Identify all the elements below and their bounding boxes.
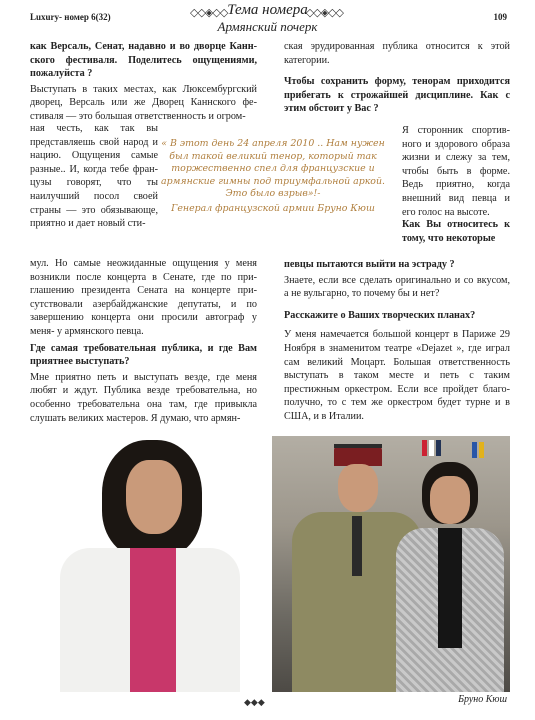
- answer-1-paragraph: Выступать в таких местах, как Люксембургский дворец, Версаль или же Дворец Каннского фестиваля — это большая ответственность и огром-: [30, 83, 257, 122]
- answer-5: У меня намечается большой концерт в Париже 29 Ноября в знаменитом театре «Dejazet », где играл сам великий Моцарт. Большая ответственность выступать в таком месте и петь с таким престижным оркестром. Если все пройдет благополучно, то с тем же оркестром будет турне и в США, и в Италии.: [284, 329, 510, 422]
- right-column: [284, 40, 510, 118]
- pull-quote-text: « В этот день 24 апреля 2010 .. Нам нужен был такой великий тенор, который так торжественно спел для французские и армянские гимны под триумфальной аркой. Это было взрыв»!-: [161, 138, 385, 200]
- pull-quote: [158, 138, 388, 238]
- pull-quote-author: Генерал французской армии Бруно Кюш: [171, 202, 375, 214]
- magazine-issue: Luxury- номер 6(32): [30, 12, 111, 22]
- answer-1-end: мул. Но самые неожиданные ощущения у меня возникли после концерта в Сенате, где по приглашению президента Сената на концерте присутствовали азербайджанские депутаты, и по завершению концерта они просили автограф у меня- у армянского певца.: [30, 258, 257, 337]
- question-4-wrapped: Как Вы относитесь к тому, что некоторые: [402, 219, 510, 244]
- answer-2: Мне приятно петь и выступать везде, где меня любят и ждут. Публика везде требовательна, но особенно требовательна она там, где привыкла слушать великих мастеров. Я думаю, что армян-: [30, 371, 257, 424]
- right-column-bottom: [284, 258, 510, 426]
- question-3: Чтобы сохранить форму, тенорам приходится прибегать к строжайшей дисциплине. Как с этим обстоит у Вас ?: [284, 76, 510, 115]
- ornament-right-icon: ◇◇◈◇◇: [305, 7, 343, 19]
- general-and-singer-photo: [272, 436, 510, 692]
- page-header: [0, 0, 535, 40]
- section-subtitle: Армянский почерк: [217, 19, 318, 34]
- question-2: Где самая требовательная публика, и где Вам приятнее выступать?: [30, 342, 257, 368]
- singer-portrait-photo: [30, 430, 268, 692]
- left-column-bottom: [30, 257, 257, 427]
- answer-1-wrapped: ная честь, как так вы представляешь свой народ и нацию. Ощущения самые разные.. И, когда тебе французы говорят, что ты наилучший посол своей страны — это обязывающе, приятно и дает новый сти-: [30, 123, 158, 230]
- photo-caption: Бруно Кюш: [458, 694, 507, 705]
- footer-ornament-icon: ◆◆◆: [244, 697, 265, 707]
- page-number: 109: [493, 12, 507, 22]
- left-column: [30, 40, 257, 126]
- ornament-left-icon: ◇◇◈◇◇: [190, 7, 228, 19]
- answer-2-continued: ская эрудированная публика относится к этой категории.: [284, 41, 510, 66]
- answer-3-wrapped: Я сторонник спортивного и здорового образа жизни и слежу за тем, чтобы быть в форме. Ведь приятно, когда внешний вид певца и его голос на высоте.: [402, 125, 510, 218]
- question-5: Расскажите о Ваших творческих планах?: [284, 309, 476, 321]
- question-4-end: певцы пытаются выйти на эстраду ?: [284, 259, 455, 270]
- section-title: Тема номера: [227, 2, 308, 18]
- answer-4: Знаете, если все сделать оригинально и со вкусом, а не вульгарно, то почему бы и нет?: [284, 274, 510, 300]
- question-1-continued: как Версаль, Сенат, надавно и во дворце Каннского фестиваля. Поделитесь ощущениями, пожалуйста ?: [30, 41, 257, 80]
